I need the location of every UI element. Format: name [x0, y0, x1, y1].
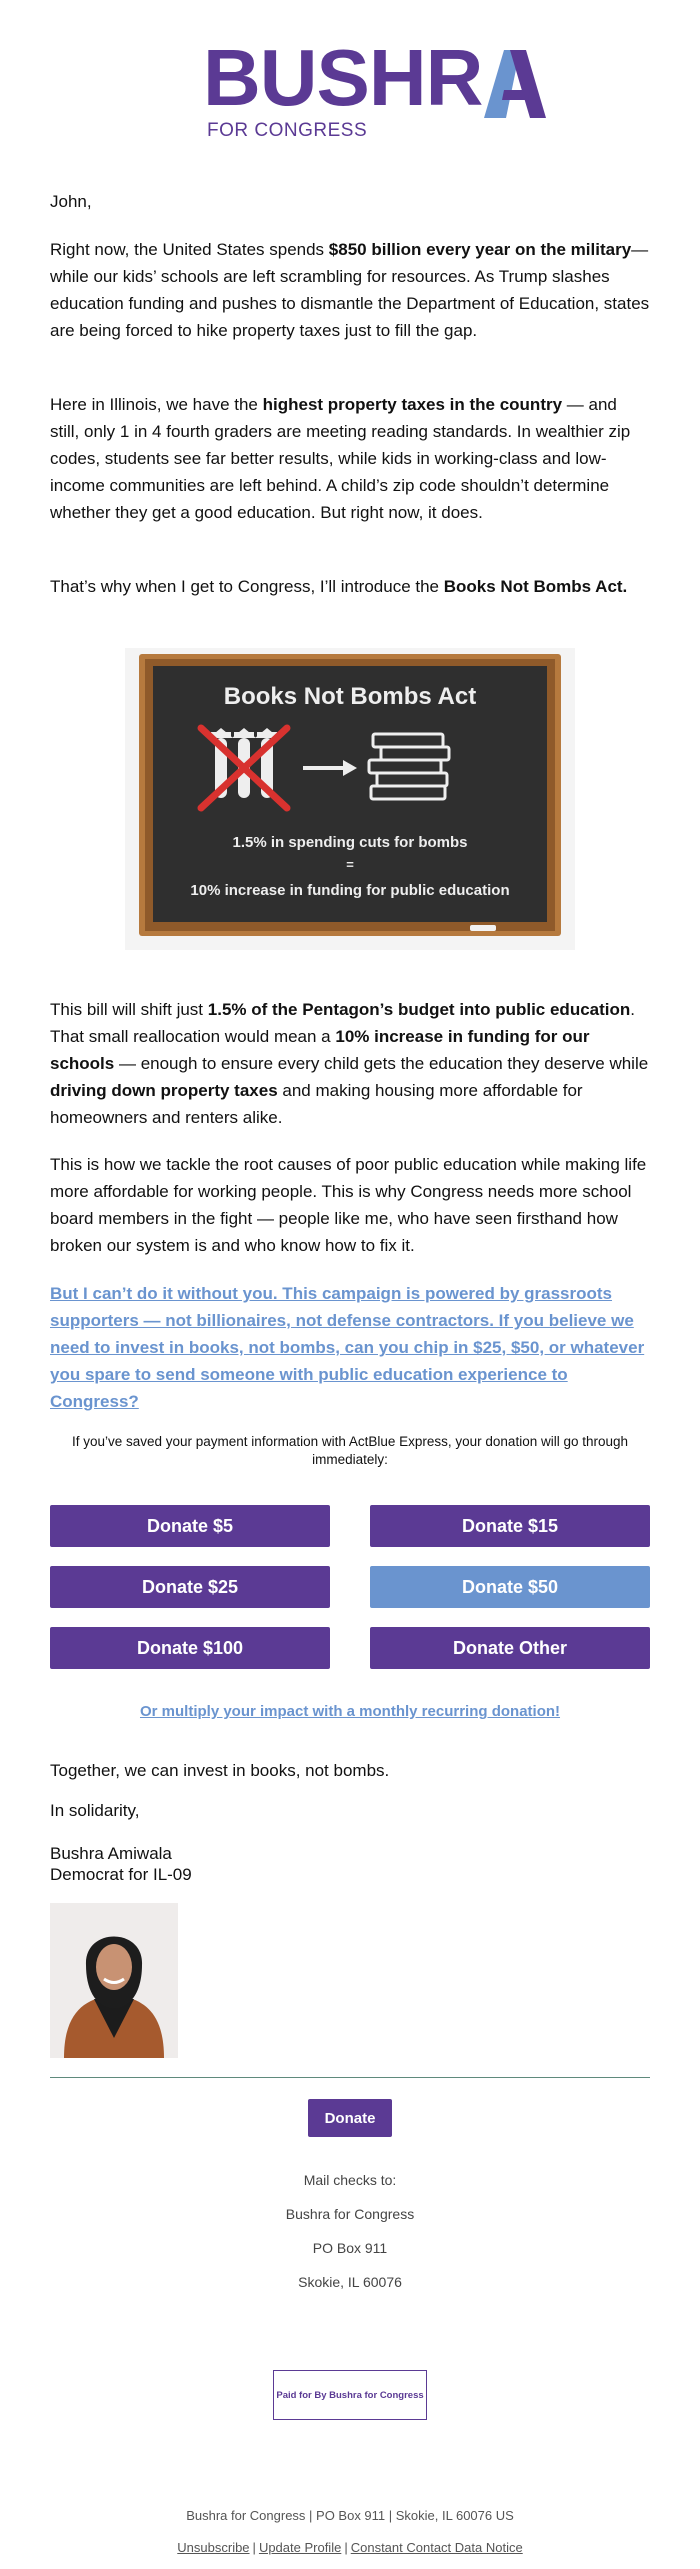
- mail-line-org: Bushra for Congress: [285, 2206, 415, 2222]
- logo-name: BUSHR: [203, 33, 483, 122]
- p2-text-1: Here in Illinois, we have the: [50, 395, 263, 414]
- p3-text-1: That’s why when I get to Congress, I’ll introduce the: [50, 577, 444, 596]
- data-notice-link[interactable]: Constant Contact Data Notice: [350, 2540, 523, 2555]
- signature-title: Democrat for IL-09: [50, 1865, 192, 1884]
- paragraph-root-causes: This is how we tackle the root causes of poor public education while making life more affordable for working people. This is why Congress needs more school board members in the fight — people like me, who have seen firsthand how broken our system is and who know how to fix it.: [50, 1155, 647, 1255]
- paragraph-property-taxes: [50, 391, 650, 526]
- p4-text-2: . That small reallocation would mean a: [50, 1000, 635, 1046]
- donate-15-button[interactable]: Donate $15: [370, 1505, 650, 1547]
- footer-address: Bushra for Congress | PO Box 911 | Skokie, IL 60076 US: [186, 2508, 514, 2523]
- logo-tagline: FOR CONGRESS: [207, 120, 368, 141]
- actblue-express-note: If you’ve saved your payment information with ActBlue Express, your donation will go through immediately:: [71, 1434, 629, 1467]
- greeting: John,: [50, 192, 92, 211]
- p1-text-2: — while our kids’ schools are left scrambling for resources. As Trump slashes education funding and pushes to dismantle the Department of Education, states are being forced to hike property taxes just to fill the gap.: [50, 240, 650, 340]
- chalkboard-line-1: 1.5% in spending cuts for bombs: [232, 834, 468, 851]
- campaign-logo: [203, 33, 493, 141]
- chalkboard-equals: =: [346, 857, 354, 872]
- footer-separator: |: [344, 2540, 348, 2555]
- footer-donate-button[interactable]: Donate: [308, 2099, 392, 2137]
- monthly-recurring-link[interactable]: Or multiply your impact with a monthly recurring donation!: [139, 1703, 561, 1720]
- unsubscribe-link[interactable]: Unsubscribe: [177, 2540, 250, 2555]
- update-profile-link[interactable]: Update Profile: [258, 2540, 342, 2555]
- chalkboard-title: Books Not Bombs Act: [223, 683, 477, 710]
- signature-name: Bushra Amiwala: [50, 1844, 172, 1863]
- donate-25-button[interactable]: Donate $25: [50, 1566, 330, 1608]
- p4-bold-2: 10% increase in funding for our schools: [50, 1027, 590, 1073]
- p4-bold-3: driving down property taxes: [50, 1081, 278, 1100]
- donate-100-button[interactable]: Donate $100: [50, 1627, 330, 1669]
- closing-line: Together, we can invest in books, not bombs.: [50, 1761, 390, 1780]
- chalkboard-line-2: 10% increase in funding for public education: [190, 882, 510, 899]
- p4-text-1: This bill will shift just: [50, 1000, 208, 1019]
- logo-a-mark: [484, 50, 546, 118]
- mail-line-city: Skokie, IL 60076: [298, 2274, 402, 2290]
- p2-bold-1: highest property taxes in the country: [262, 395, 563, 414]
- donate-5-button[interactable]: Donate $5: [50, 1505, 330, 1547]
- books-not-bombs-chalkboard-image: [125, 648, 575, 950]
- donate-other-button[interactable]: Donate Other: [370, 1627, 650, 1669]
- footer-separator: |: [252, 2540, 256, 2555]
- mail-line-po-box: PO Box 911: [312, 2240, 388, 2256]
- p4-text-4: and making housing more affordable for homeowners and renters alike.: [50, 1081, 583, 1127]
- footer-links: [50, 2540, 650, 2555]
- donate-cta-link[interactable]: But I can’t do it without you. This campaign is powered by grassroots supporters — not billionaires, not defense contractors. If you believe we need to invest in books, not bombs, can you chip in $25, $50, or whatever you spare to send someone with public education experience to Congress?: [50, 1284, 645, 1411]
- footer-divider: [50, 2077, 650, 2078]
- p3-bold-1: Books Not Bombs Act.: [443, 577, 628, 596]
- paid-for-disclaimer: Paid for By Bushra for Congress: [273, 2370, 427, 2420]
- p4-bold-1: 1.5% of the Pentagon’s budget into public education: [207, 1000, 631, 1019]
- candidate-portrait: [50, 1903, 178, 2058]
- p2-text-2: — and still, only 1 in 4 fourth graders are meeting reading standards. In wealthier zip codes, students see far better results, while kids in working-class and low-income communities are left behind. A child’s zip code shouldn’t determine whether they get a good education. But right now, it does.: [50, 395, 631, 522]
- logo-wordmark: [203, 33, 493, 122]
- p1-bold-1: $850 billion every year on the military: [328, 240, 632, 259]
- donate-50-button[interactable]: Donate $50: [370, 1566, 650, 1608]
- paragraph-military-spending: [50, 236, 650, 344]
- paragraph-act-intro: [50, 573, 650, 600]
- mail-checks-heading: Mail checks to:: [303, 2172, 397, 2188]
- salutation: In solidarity,: [50, 1801, 140, 1820]
- p1-text-1: Right now, the United States spends: [50, 240, 329, 259]
- paragraph-bill-details: [50, 996, 650, 1131]
- p4-text-3: — enough to ensure every child gets the education they deserve while: [114, 1054, 649, 1073]
